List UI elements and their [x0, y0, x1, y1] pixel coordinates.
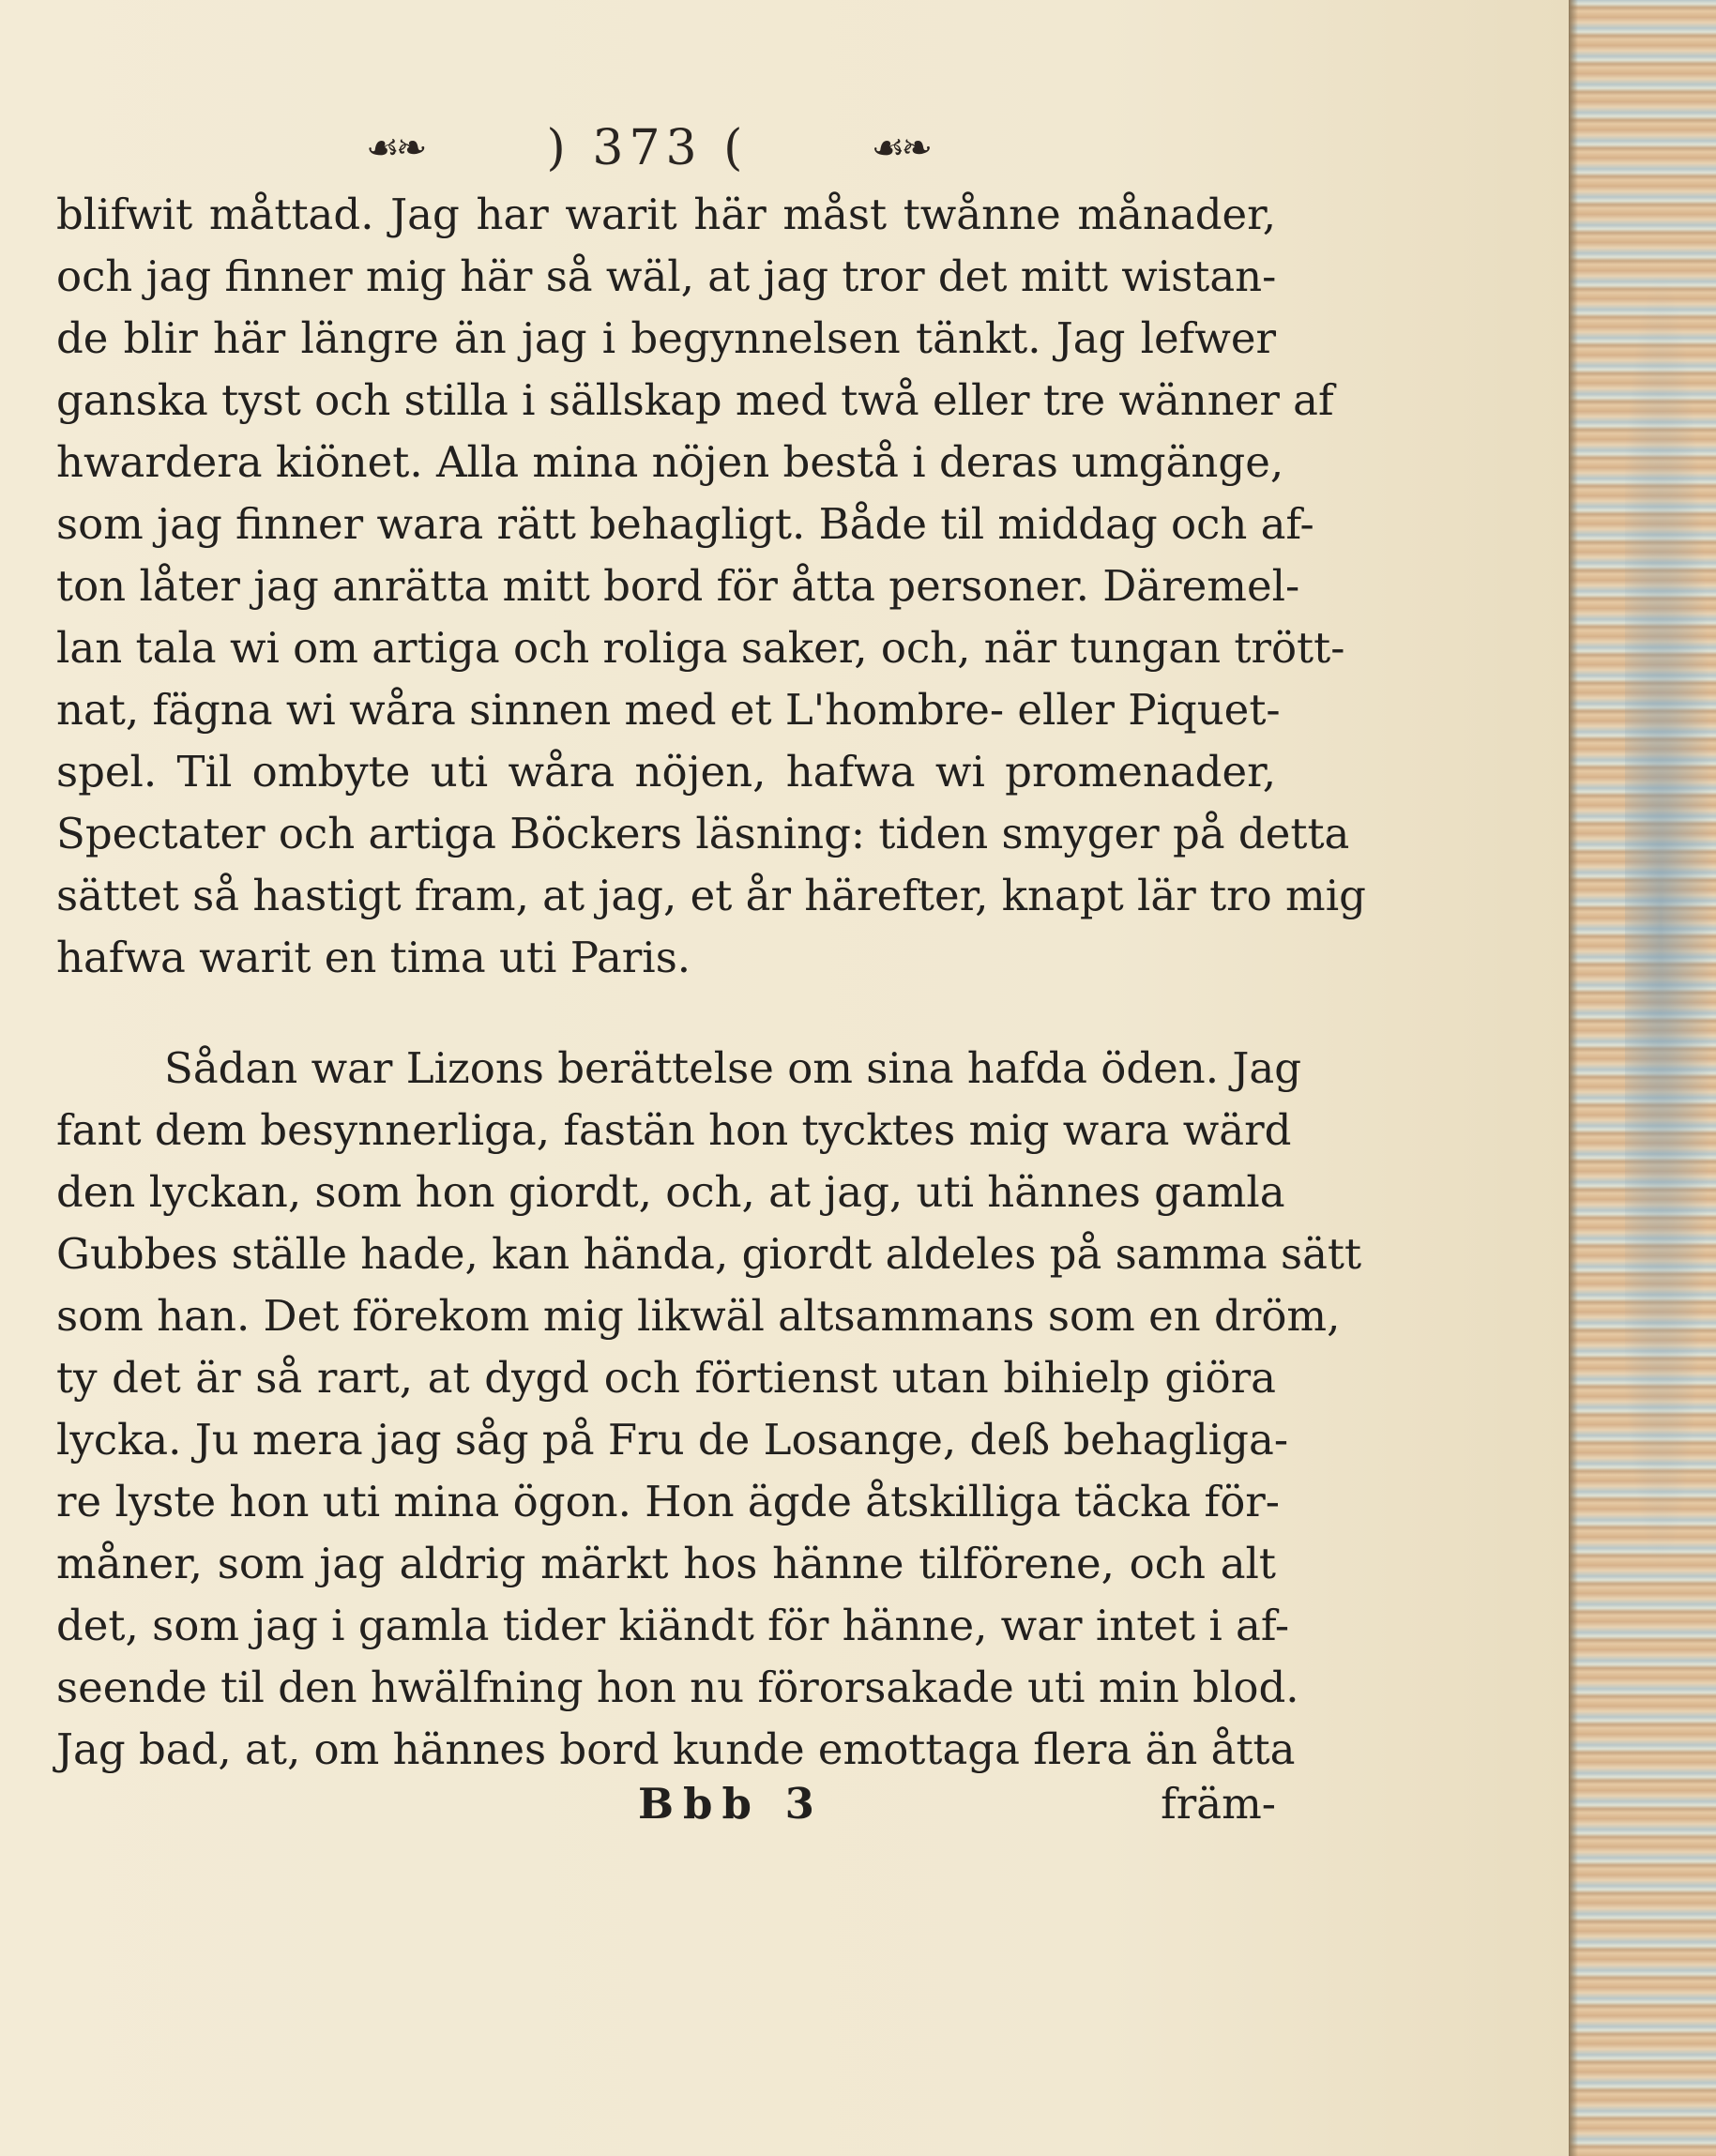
- text-line: Spectater och artiga Böckers läsning: tiden smyger på detta: [56, 809, 1350, 858]
- text-line: blifwit måttad. Jag har warit här måst twånne månader,: [56, 190, 1276, 239]
- text-line: de blir här längre än jag i begynnelsen tänkt. Jag lefwer: [56, 313, 1276, 363]
- page-edge-stack: [1569, 0, 1716, 2156]
- text-line: re lyste hon uti mina ögon. Hon ägde åtskilliga täcka för-: [56, 1477, 1281, 1526]
- paragraph-2: [56, 1038, 1362, 1781]
- page-footer: [56, 1773, 1276, 1835]
- text-line: den lyckan, som hon giordt, och, at jag, uti hännes gamla: [56, 1167, 1285, 1217]
- text-line: som han. Det förekom mig likwäl altsammans som en dröm,: [56, 1291, 1341, 1341]
- catchword: främ-: [1161, 1779, 1276, 1829]
- page-number: ) 373 (: [546, 120, 749, 176]
- paragraph-1: [56, 184, 1366, 989]
- text-line: lycka. Ju mera jag såg på Fru de Losange, deß behagliga-: [56, 1415, 1289, 1465]
- text-line: Sådan war Lizons berättelse om sina hafda öden. Jag: [164, 1043, 1302, 1093]
- text-line: ton låter jag anrätta mitt bord för åtta personer. Däremel-: [56, 561, 1300, 611]
- ornament-left-icon: ☙❧: [366, 127, 424, 170]
- text-line: och jag finner mig här så wäl, at jag tror det mitt wistan-: [56, 251, 1277, 301]
- body-text: [56, 184, 1366, 1781]
- text-line: hwardera kiönet. Alla mina nöjen bestå i deras umgänge,: [56, 437, 1284, 487]
- ornament-right-icon: ☙❧: [871, 127, 929, 170]
- text-line: fant dem besynnerliga, fastän hon tycktes mig wara wärd: [56, 1105, 1292, 1155]
- text-line: det, som jag i gamla tider kiändt för hänne, war intet i af-: [56, 1601, 1290, 1650]
- text-line: ganska tyst och stilla i sällskap med twå eller tre wänner af: [56, 375, 1334, 425]
- text-line: lan tala wi om artiga och roliga saker, och, när tungan trött-: [56, 623, 1345, 673]
- text-line: som jag finner wara rätt behagligt. Både til middag och af-: [56, 499, 1314, 549]
- signature-mark: Bbb 3: [638, 1779, 824, 1829]
- text-line: sättet så hastigt fram, at jag, et år härefter, knapt lär tro mig: [56, 871, 1366, 920]
- text-line: ty det är så rart, at dygd och förtienst utan bihielp giöra: [56, 1353, 1276, 1403]
- text-line: seende til den hwälfning hon nu förorsakade uti min blod.: [56, 1663, 1299, 1712]
- text-line: nat, fägna wi wåra sinnen med et L'hombre- eller Piquet-: [56, 685, 1281, 735]
- text-line: hafwa warit en tima uti Paris.: [56, 933, 691, 982]
- text-line: Gubbes ställe hade, kan hända, giordt aldeles på samma sätt: [56, 1229, 1362, 1279]
- text-line: Jag bad, at, om hännes bord kunde emottaga flera än åtta: [56, 1724, 1296, 1774]
- running-header: [366, 111, 929, 186]
- text-line: spel. Til ombyte uti wåra nöjen, hafwa wi promenader,: [56, 747, 1276, 797]
- text-line: måner, som jag aldrig märkt hos hänne tilförene, och alt: [56, 1539, 1276, 1588]
